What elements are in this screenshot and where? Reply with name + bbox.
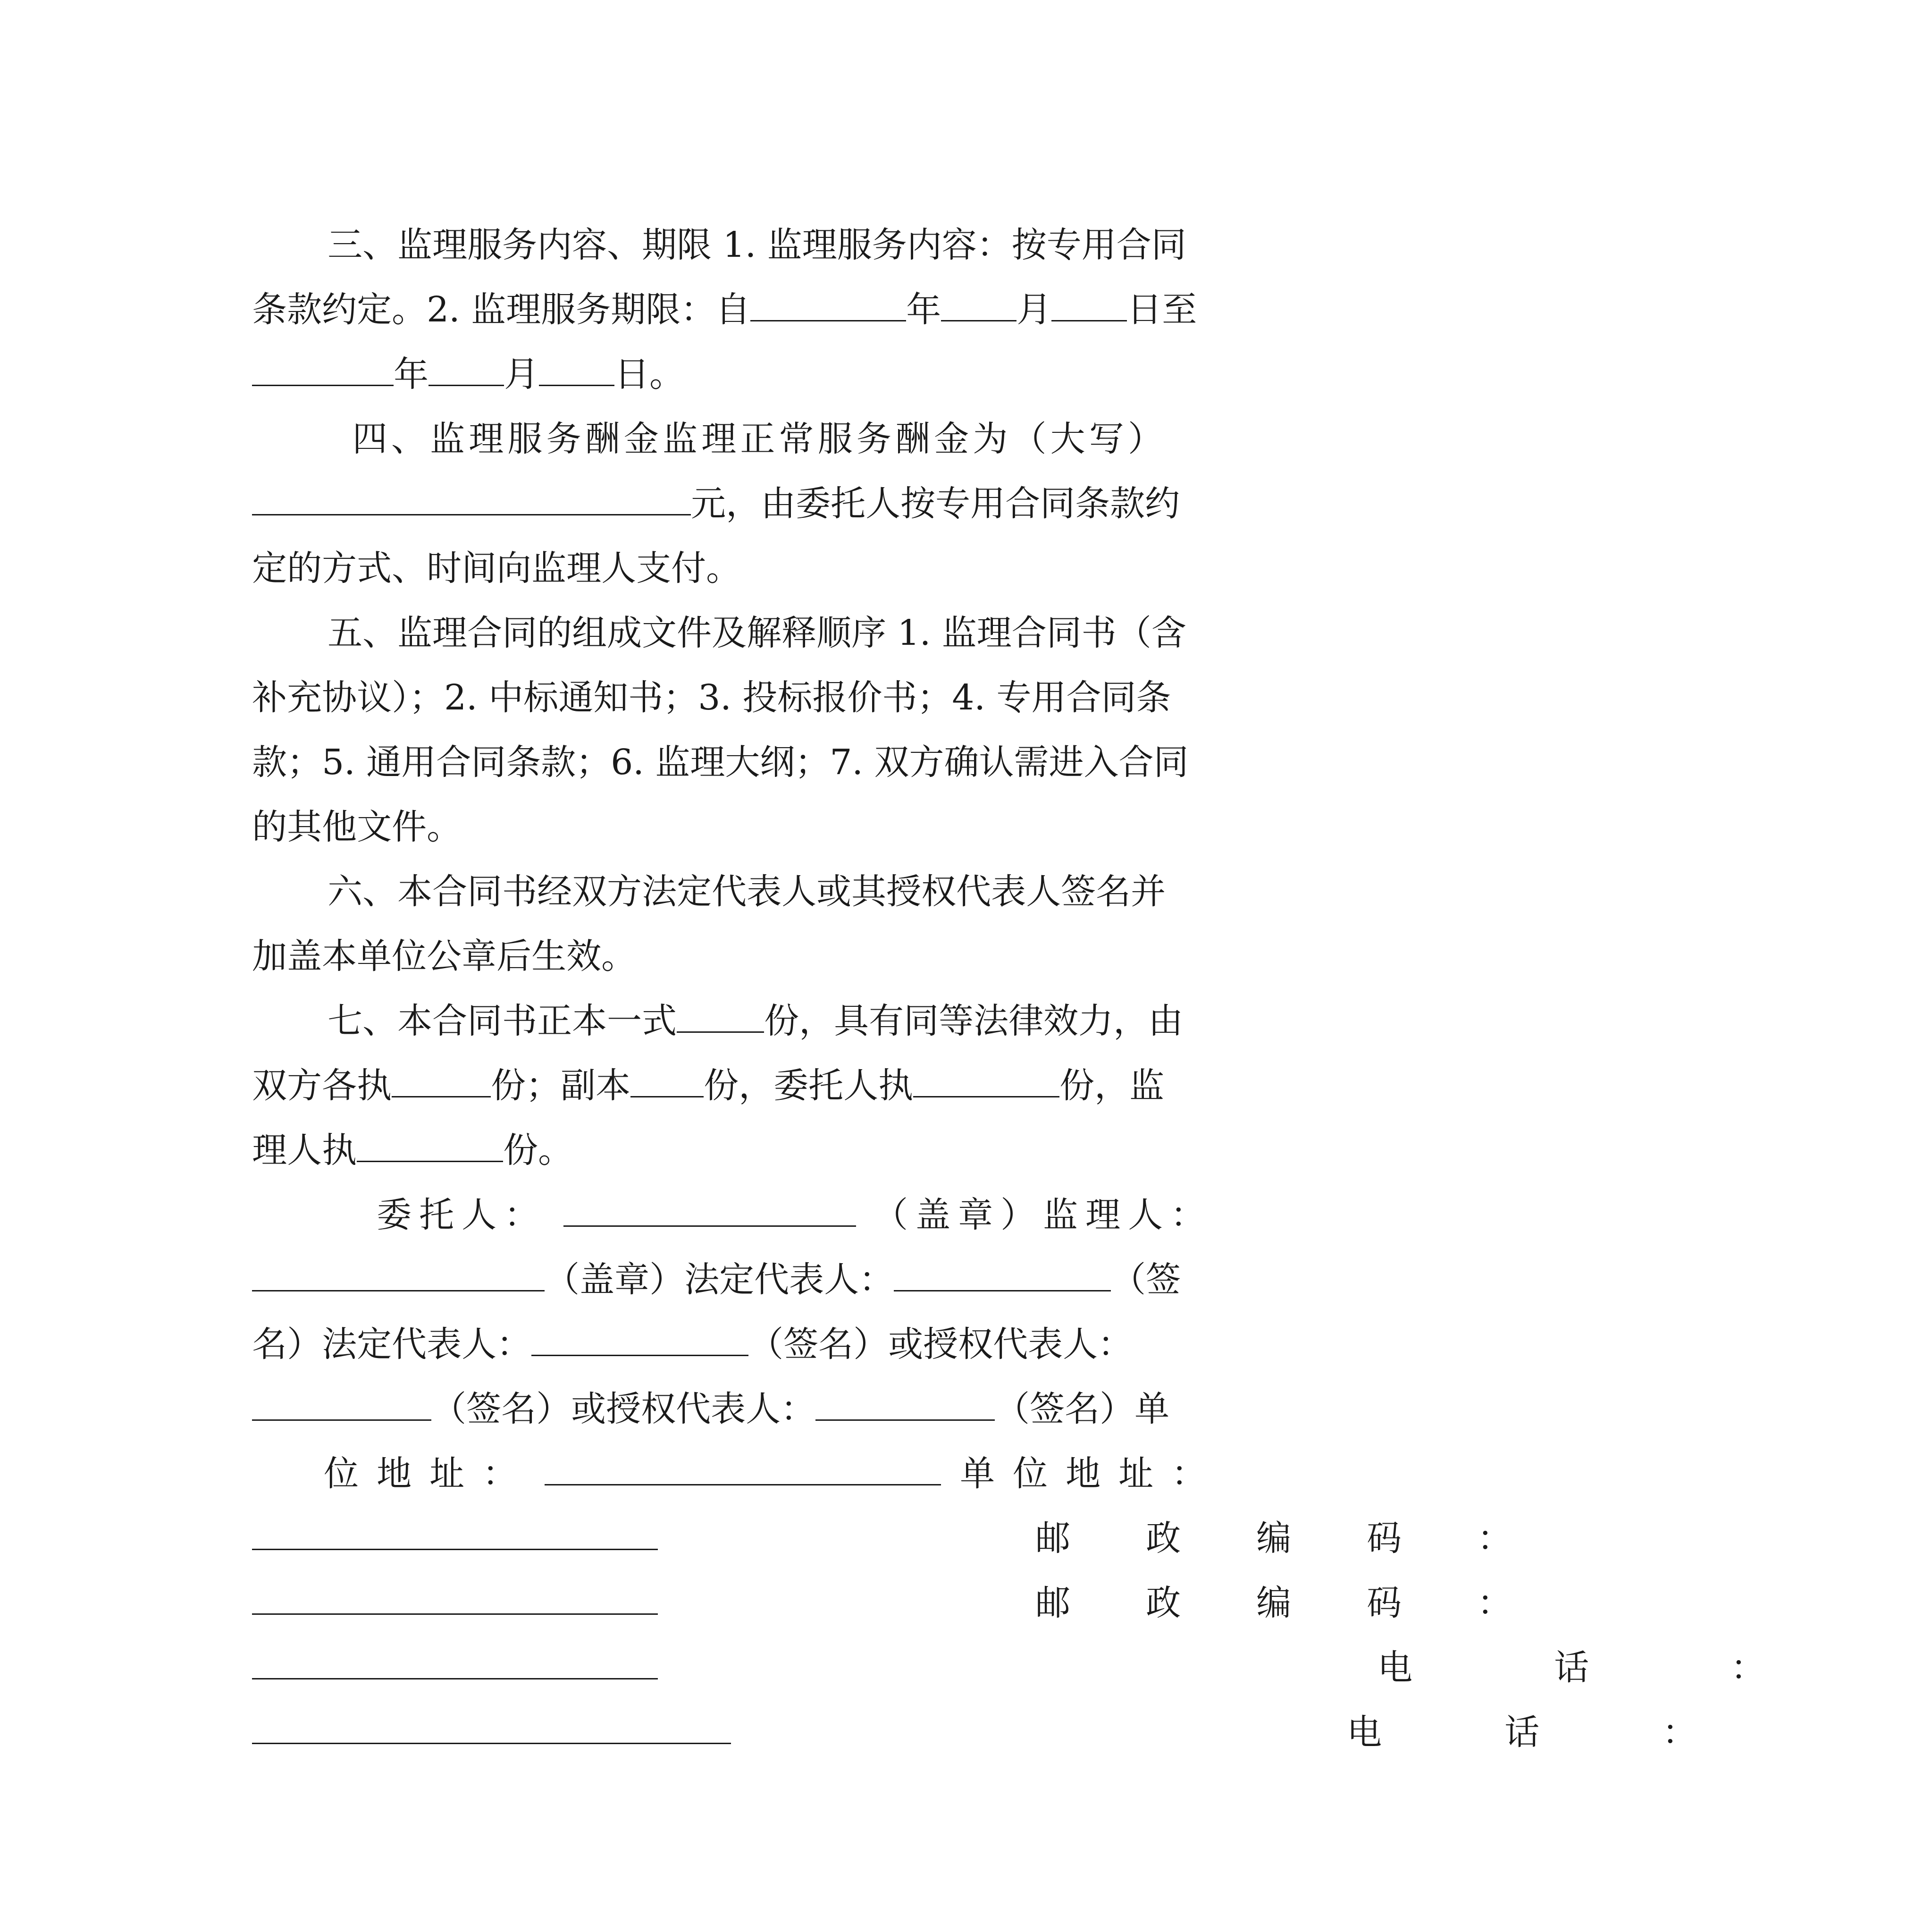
client-phone-label: 电话： [1378,1647,1907,1688]
year-label: 年 [394,354,429,395]
client-label: 委托人： [377,1195,547,1235]
year-label: 年 [906,289,941,330]
section-5-text-1: 五、监理合同的组成文件及解释顺序 1. 监理合同书（含 [328,613,1186,653]
section-6-text-1: 六、本合同书经双方法定代表人或其授权代表人签名并 [328,871,1166,912]
sign-authorized-label-2: （签名）或授权代表人： [431,1389,816,1429]
phone-label-2 [812,1664,1820,1800]
section-7-text-3b: 份。 [503,1130,573,1171]
duplicate-copies-blank[interactable] [630,1065,704,1097]
section-4-text-1: 四、监理服务酬金监理正常服务酬金为（大写） [352,419,1166,459]
section-7-text-3a: 理人执 [252,1130,357,1171]
section-7-text-2b: 份；副本 [491,1065,631,1106]
month-label: 月 [1017,289,1052,330]
seal-legal-rep-label: （盖章）法定代表人： [545,1259,894,1300]
client-phone-blank[interactable] [252,1712,731,1744]
section-3-text-2a: 条款约定。2. 监理服务期限：自 [252,289,751,330]
section-4-text-3: 定的方式、时间向监理人支付。 [252,548,741,589]
section-5-text-3: 款；5. 通用合同条款；6. 监理大纲；7. 双方确认需进入合同 [252,742,1189,783]
client-postcode-label: 邮政编码： [1035,1518,1588,1559]
sign-authorized-label: （签名）或授权代表人： [748,1324,1133,1365]
section-7-text-2c: 份，委托人执 [704,1065,914,1106]
section-3-text-1: 三、监理服务内容、期限 1. 监理服务内容：按专用合同 [328,225,1186,265]
start-month-blank[interactable] [941,289,1017,321]
start-day-blank[interactable] [1051,289,1127,321]
section-3-text-2b: 日至 [1127,289,1197,330]
section-7-text-2a: 双方各执 [252,1065,392,1106]
start-year-blank[interactable] [750,289,906,321]
supervisor-phone-label: 电话： [1347,1712,1820,1753]
month-label: 月 [504,354,539,395]
section-7-text-1b: 份，具有同等法律效力，由 [764,1001,1184,1041]
sign-unit-label: （签名）单 [995,1389,1170,1429]
signature-line-9 [208,1664,731,1800]
seal-supervisor-label: （盖章）监理人： [873,1195,1213,1235]
section-5-text-4: 的其他文件。 [252,807,462,847]
section-4-text-2: 元，由委托人按专用合同条款约 [691,483,1180,524]
sign-open-label: （签 [1111,1259,1181,1300]
section-6-text-2: 加盖本单位公章后生效。 [252,936,637,977]
section-7-text-1a: 七、本合同书正本一式 [328,1001,677,1041]
section-5-text-2: 补充协议）；2. 中标通知书；3. 投标报价书；4. 专用合同条 [252,677,1171,718]
client-address-label: 位地址： [324,1453,536,1494]
supervisor-postcode-label: 邮政编码： [1035,1583,1588,1623]
sign-legal-rep-label: 名）法定代表人： [252,1324,532,1365]
supervisor-address-label: 单位地址： [960,1453,1225,1494]
section-7-text-2d: 份，监 [1059,1065,1165,1106]
client-copies-blank[interactable] [913,1065,1059,1097]
section-3-text-3b: 日。 [614,354,685,395]
